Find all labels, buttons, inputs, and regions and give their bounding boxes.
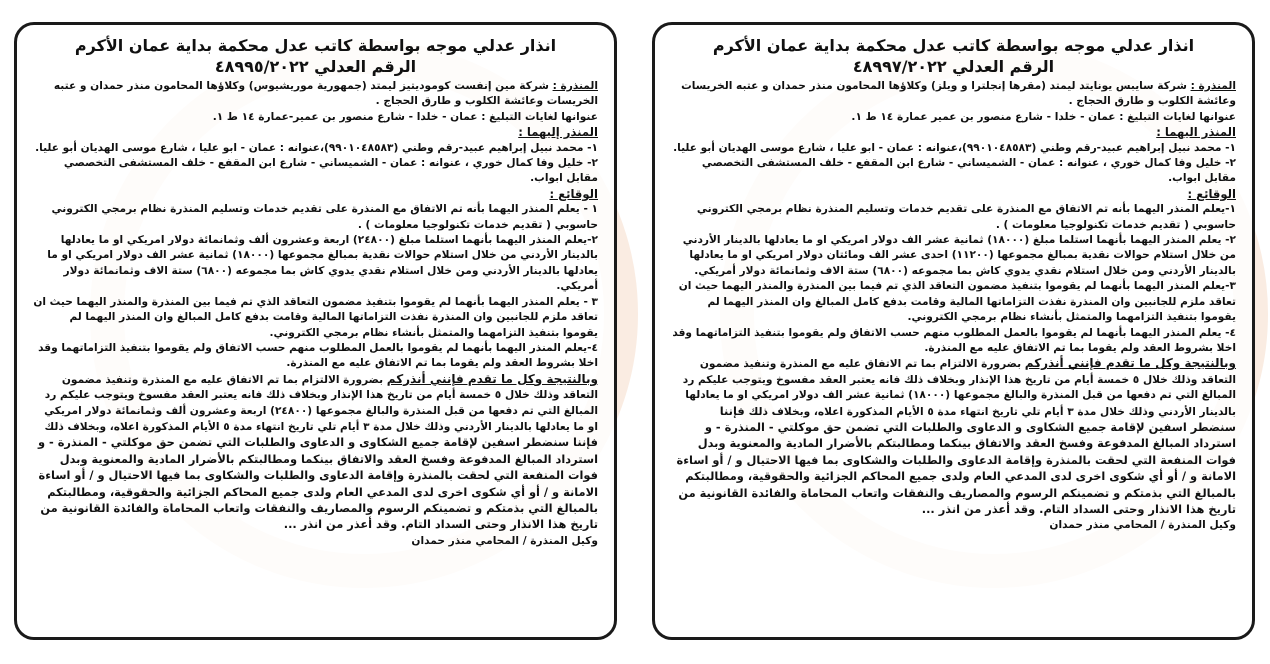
case-number: الرقم العدلي ٤٨٩٩٧/٢٠٢٢ <box>852 57 1055 76</box>
defendant-1: ١- محمد نبيل إبراهيم عبيد-رقم وطني (٩٩٠١٠٤٨٥٨٣)،عنوانه : عمان - ابو عليا ، شارع موسى الهديان أبو عليا. <box>35 141 598 154</box>
facts-heading: الوقائع : <box>1187 186 1236 201</box>
fact-3: ٣ - يعلم المنذر اليهما بأنهما لم يقوموا بتنفيذ مضمون التعاقد الذي تم فيما بين المنذرة والمنذر اليهما حيث ان تعاقد ملزم للجانبين وان المنذرة نفذت التزاماتها المالية وقامت بدفع كامل المبالغ وان المنذر اليهما لم يقوموا بتنفيذ التزامهما والمتمثل بأنشاء نظام برمجي الكتروني. <box>33 295 598 339</box>
result-text: بضرورة الالتزام بما تم الاتفاق عليه مع المنذرة وتنفيذ مضمون التعاقد وذلك خلال ٥ خمسة أيام من تاريخ هذا الإنذار وبخلاف ذلك فانه يعتبر العقد مفسوخ ويتوجب عليكم رد المبالغ التي تم دفعها من قبل المنذرة والبالغ مجموعها (١٨٠٠٠) ثمانية عشر الف دولار امريكي او ما يعادلها بالدينار الأردني وذلك خلال مدة ٣ أيام تلي تاريخ انتهاء مدة ٥ الأيام المذكورة اعلاه، وبخلاف ذلك <box>682 358 1236 418</box>
fact-4: ٤-يعلم المنذر اليهما بأنهما لم يقوموا بالعمل المطلوب منهم حسب الاتفاق ولم يقوموا بتنفيذ التزاماتهما وقد اخلا بشروط العقد ولم يقوما بما تم الاتفاق عليه مع المنذرة. <box>38 341 598 370</box>
result-strong: فإننا سنضطر اسفين لإقامة جميع الشكاوى و الدعاوى والطلبات التي تضمن حق موكلتي - المنذرة - و استرداد المبالغ المدفوعة وفسخ العقد والاتفاق بينكما ومطالبتكم بالأضرار المادية والمعنوية وبدل فوات المنفعة التي لحقت بالمنذرة وإقامة الدعاوى والطلبات والشكاوى بما فيها الاحتيال و / أو اساءة الامانة و / أو أي شكوى اخرى لدى المدعي العام ولدى جميع المحاكم الجزائية والحقوقية، ومطالبتكم بالمبالغ التي بذمتكم و تضمينكم الرسوم والمصاريف والنفقات واتعاب المحاماة والفائدة القانونية من تاريخ هذا الانذار وحتى السداد التام. وقد أعذر من انذر ... <box>37 435 598 532</box>
defendants-heading: المنذر اليهما : <box>1156 125 1236 140</box>
defendant-2: ٢- خليل وفا كمال خوري ، عنوانه : عمان - الشميساني - شارع ابن المقفع - خلف المستشفى التخصصي مقابل ابواب. <box>63 157 598 185</box>
signature: وكيل المنذرة / المحامي منذر حمدان <box>411 534 598 547</box>
notifier-label: المنذرة : <box>1190 80 1236 92</box>
signature: وكيل المنذرة / المحامي منذر حمدان <box>1049 519 1236 532</box>
fact-2: ٢- يعلم المنذر اليهما بأنهما استلما مبلغ (١٨٠٠٠) ثمانية عشر الف دولار امريكي او ما يعادلها بالدينار الأردني من خلال استلام حوالات نقدية بمبالغ مجموعها (١١٢٠٠) احدى عشر الف ومائتان دولار امريكي او ما يعادلها بالدينار الأردني ومن خلال استلام نقدي يدوي كاش بما مجموعه (٦٨٠٠) ستة الاف وثمانمائة دولار أمريكي. <box>682 234 1236 277</box>
result-lead: وبالنتيجة وكل ما تقدم فإنني أنذركم <box>386 371 598 386</box>
result-lead: وبالنتيجة وكل ما تقدم فإنني أنذركم <box>1024 356 1236 371</box>
result-strong: فإننا سنضطر اسفين لإقامة جميع الشكاوى و الدعاوى والطلبات التي تضمن حق موكلتي - المنذرة - و استرداد المبالغ المدفوعة وفسخ العقد والاتفاق بينكما ومطالبتكم بالأضرار المادية والمعنوية وبدل فوات المنفعة التي لحقت بالمنذرة وإقامة الدعاوى والطلبات والشكاوى بما فيها الاحتيال و / أو اساءة الامانة و / أو أي شكوى اخرى لدى المدعي العام ولدى جميع المحاكم الجزائية والحقوقية، ومطالبتكم بالمبالغ التي بذمتكم و تضمينكم الرسوم والمصاريف والنفقات واتعاب المحاماة والفائدة القانونية من تاريخ هذا الانذار وحتى السداد التام. وقد أعذر من انذر ... <box>676 403 1236 516</box>
notice-title: انذار عدلي موجه بواسطة كاتب عدل محكمة بداية عمان الأكرم <box>74 36 557 55</box>
notice-right <box>652 22 1255 640</box>
fact-3: ٣-يعلم المنذر اليهما بأنهما لم يقوموا بتنفيذ مضمون التعاقد الذي تم فيما بين المنذرة والمنذر اليهما حيث ان تعاقد ملزم للجانبين وان المنذرة نفذت التزاماتها المالية وقامت بدفع كامل المبالغ وان المنذر اليهما لم يقوموا بتنفيذ التزامهما والمتمثل بأنشاء نظام برمجي الكتروني. <box>678 280 1236 324</box>
notice-left <box>14 22 617 640</box>
notifier-text: شركة مين إنفست كوموديتيز ليمتد (جمهورية موريشيوس) وكلاؤها المحامون منذر حمدان و عتبه الخريسات وعائشة الكلوب و طارق الحجاج . <box>53 80 598 108</box>
notifier <box>33 79 598 110</box>
fact-1: ١-يعلم المنذر اليهما بأنه تم الاتفاق مع المنذرة على تقديم خدمات وتسليم المنذرة نظام برمجي الكتروني حاسوبي ( تقديم خدمات تكنولوجيا معلومات ) . <box>696 203 1236 231</box>
notifier-text: شركة سايبس يونايتد ليمتد (مقرها إنجلترا و ويلز) وكلاؤها المحامون منذر حمدان و عتبه الخريسات وعائشة الكلوب و طارق الحجاج . <box>681 80 1236 108</box>
result-text: بضرورة الالتزام بما تم الاتفاق عليه مع المنذرة وتنفيذ مضمون التعاقد وذلك خلال ٥ خمسة أيام من تاريخ هذا الإنذار وبخلاف ذلك فانه يعتبر العقد مفسوخ ويتوجب عليكم رد المبالغ التي تم دفعها من قبل المنذرة والبالغ مجموعها (٢٤٨٠٠) اربعة وعشرون ألف وثمانمائة دولار امريكي او ما يعادلها بالدينار الأردني وذلك خلال مدة ٣ أيام تلي تاريخ انتهاء مدة ٥ الأيام المذكورة اعلاه، وبخلاف ذلك <box>44 373 598 433</box>
defendant-2: ٢- خليل وفا كمال خوري ، عنوانه : عمان - الشميساني - شارع ابن المقفع - خلف المستشفى التخصصي مقابل ابواب. <box>701 157 1236 185</box>
notifier-address: عنوانها لغايات التبليغ : عمان - خلدا - شارع منصور بن عمير عمارة ١٤ ط ١. <box>851 110 1236 123</box>
defendants-heading: المنذر إليهما : <box>518 125 598 140</box>
fact-4: ٤- يعلم المنذر اليهما بأنهما لم يقوموا بالعمل المطلوب منهم حسب الاتفاق ولم يقوموا بتنفيذ التزاماتهما وقد اخلا بشروط العقد ولم يقوما بما تم الاتفاق عليه مع المنذرة. <box>672 326 1236 354</box>
facts-heading: الوقائع : <box>549 186 598 201</box>
defendant-1: ١- محمد نبيل إبراهيم عبيد-رقم وطني (٩٩٠١٠٤٨٥٨٣)،عنوانه : عمان - ابو عليا ، شارع موسى الهديان أبو عليا. <box>673 141 1236 154</box>
result-paragraph <box>33 372 598 534</box>
notifier-label: المنذرة : <box>552 80 598 92</box>
fact-1: ١ - يعلم المنذر اليهما بأنه تم الاتفاق مع المنذرة على تقديم خدمات وتسليم المنذرة نظام برمجي الكتروني حاسوبي ( تقديم خدمات تكنولوجيا معلومات ) . <box>51 203 598 231</box>
notice-title: انذار عدلي موجه بواسطة كاتب عدل محكمة بداية عمان الأكرم <box>712 36 1195 55</box>
case-number: الرقم العدلي ٤٨٩٩٥/٢٠٢٢ <box>214 57 417 76</box>
notifier-address: عنوانها لغايات التبليغ : عمان - خلدا - شارع منصور بن عمير-عمارة ١٤ ط ١. <box>212 110 598 123</box>
fact-2: ٢-يعلم المنذر اليهما بأنهما استلما مبلغ (٢٤٨٠٠) اربعة وعشرون ألف وثمانمائة دولار امريكي او ما يعادلها بالدينار الأردني من خلال استلام حوالات نقدية بمبالغ مجموعها (١٨٠٠٠) ثمانية عشر الف دولار امريكي او ما يعادلها بالدينار الأردني ومن خلال استلام نقدي يدوي كاش بما مجموعه (٦٨٠٠) ستة الاف وثمانمائة دولار أمريكي. <box>47 234 598 293</box>
result-paragraph <box>671 356 1236 518</box>
notifier <box>671 79 1236 110</box>
